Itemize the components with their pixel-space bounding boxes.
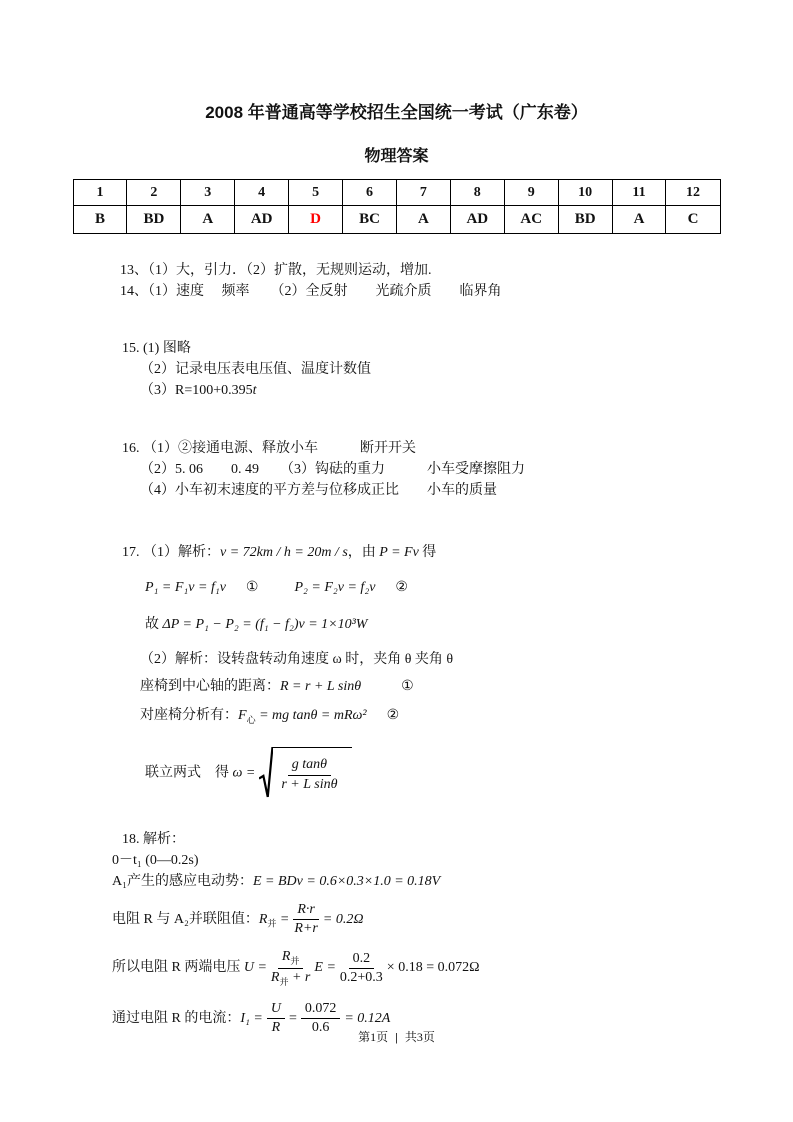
question-number-cell: 5 xyxy=(289,180,343,206)
page-number: 第1页 xyxy=(358,1030,389,1044)
math-expression: P₂ = F₂v = f₂v xyxy=(294,580,376,595)
question-number-cell: 8 xyxy=(450,180,504,206)
math-variable: R xyxy=(258,912,268,928)
answer-table-answer-row xyxy=(73,206,720,234)
answer-letter-cell: BD xyxy=(127,206,181,234)
fraction xyxy=(271,949,310,986)
answer-17-formula-1 xyxy=(145,577,793,598)
answer-letter-cell: A xyxy=(181,206,235,234)
circled-number-1: ① xyxy=(401,679,414,694)
answer-15-line-2: （2）记录电压表电压值、温度计数值 xyxy=(140,362,371,377)
text-segment: 对座椅分析有： xyxy=(140,708,238,723)
answer-letter-cell: BC xyxy=(343,206,397,234)
circled-number-1: ① xyxy=(245,580,259,595)
document-title: 2008 年普通高等学校招生全国统一考试（广东卷） xyxy=(205,103,588,122)
math-variable: R xyxy=(270,969,280,985)
radicand xyxy=(273,747,351,800)
fraction-numerator: 0.072 xyxy=(301,1001,341,1019)
subscript-label: 并 xyxy=(267,918,277,929)
answer-17-line-3 xyxy=(140,676,793,697)
fraction-denominator: R xyxy=(271,1019,281,1035)
answer-letter-cell: C xyxy=(666,206,720,234)
fraction xyxy=(293,902,319,937)
text-segment: 通过电阻 R 的电流： xyxy=(112,1010,241,1026)
answer-letter-cell: AD xyxy=(450,206,504,234)
page-total: 共3页 xyxy=(404,1030,435,1044)
footer-separator: | xyxy=(395,1030,398,1044)
math-expression: P = Fv xyxy=(379,545,419,560)
text-segment: A₁产生的感应电动势： xyxy=(112,874,253,890)
answer-line-14: 14、（1）速度 频率 （2）全反射 光疏介质 临界角 xyxy=(120,284,502,299)
question-number-cell: 12 xyxy=(666,180,720,206)
answer-16-line-2: （2）5. 06 0. 49 （3）钩砝的重力 小车受摩擦阻力 xyxy=(140,462,525,477)
answer-18-line-2: 0－t₁ (0—0.2s) xyxy=(112,853,199,869)
question-number-cell: 10 xyxy=(558,180,612,206)
document-subtitle: 物理答案 xyxy=(364,148,429,165)
subscript-label: 并 xyxy=(290,956,300,967)
answer-17-line-4 xyxy=(140,705,793,731)
math-expression: = mg tanθ = mRω² xyxy=(255,708,367,723)
question-number-cell: 6 xyxy=(343,180,397,206)
math-variable: R xyxy=(281,949,291,965)
math-operator: = xyxy=(276,912,290,928)
subscript-label: 心 xyxy=(246,714,256,725)
answer-table xyxy=(73,179,721,234)
answer-18-line-3 xyxy=(112,871,793,892)
text-segment: 座椅到中心轴的距离： xyxy=(140,679,280,694)
text-segment: 17. （1）解析： xyxy=(122,545,220,560)
text-segment: 得 xyxy=(418,545,437,560)
question-number-cell: 11 xyxy=(612,180,666,206)
text-segment: 电阻 R 与 A₂并联阻值： xyxy=(112,912,259,928)
circled-number-2: ② xyxy=(395,580,408,595)
question-number-cell: 7 xyxy=(396,180,450,206)
fraction xyxy=(340,951,383,986)
answer-15-line-3 xyxy=(140,380,793,401)
math-expression: ΔP = P₁ − P₂ = (f₁ − f₂)v = 1×10³W xyxy=(162,617,368,632)
fraction-denominator: r + L sinθ xyxy=(281,776,338,792)
answer-letter-cell: A xyxy=(612,206,666,234)
radical-sign-icon xyxy=(259,747,273,800)
math-expression: v = 72km / h = 20m / s xyxy=(220,545,348,560)
text-segment: 所以电阻 R 两端电压 xyxy=(112,960,244,976)
math-expression: U = xyxy=(243,960,267,976)
question-number-cell: 3 xyxy=(181,180,235,206)
answer-17-formula-3 xyxy=(145,747,793,800)
answer-18-line-4 xyxy=(112,902,793,937)
math-expression: E = xyxy=(314,960,336,976)
fraction-numerator xyxy=(278,949,304,968)
math-expression: P₁ = F₁v = f₁v xyxy=(145,580,226,595)
fraction-denominator: R+r xyxy=(294,921,318,937)
answer-letter-cell: BD xyxy=(558,206,612,234)
question-number-cell: 2 xyxy=(127,180,181,206)
answer-17-line-2: （2）解析：设转盘转动角速度 ω 时，夹角 θ 夹角 θ xyxy=(140,652,454,667)
answer-letter-cell: B xyxy=(73,206,127,234)
fraction-denominator: 0.2+0.3 xyxy=(339,969,383,985)
page-footer xyxy=(0,1028,793,1045)
math-expression: ω = xyxy=(232,765,256,781)
answer-17-line-1 xyxy=(122,542,793,563)
fraction-numerator: R·r xyxy=(293,902,319,920)
answer-18-line-1: 18. 解析： xyxy=(122,832,185,848)
text-segment: 故 xyxy=(145,617,163,632)
text-segment: ，由 xyxy=(347,545,380,560)
answer-15-line-1: 15. (1) 图略 xyxy=(122,341,191,356)
text-segment: 联立两式 得 xyxy=(145,765,233,781)
answer-letter-cell-highlighted: D xyxy=(289,206,343,234)
answer-16-line-1: 16. （1）②接通电源、释放小车 断开开关 xyxy=(122,441,416,456)
answer-letter-cell: AD xyxy=(235,206,289,234)
fraction-numerator: U xyxy=(267,1001,285,1019)
answer-17-formula-2 xyxy=(145,614,793,635)
question-number-cell: 9 xyxy=(504,180,558,206)
fraction-denominator xyxy=(271,969,310,987)
fraction-denominator: 0.6 xyxy=(311,1019,330,1035)
math-expression: R = r + L sinθ xyxy=(280,679,362,694)
fraction xyxy=(281,757,337,792)
question-number-cell: 1 xyxy=(73,180,127,206)
text-segment: （3）R=100+0.395 xyxy=(140,383,253,398)
answer-line-13: 13、（1）大，引力．（2）扩散，无规则运动，增加. xyxy=(120,263,432,278)
math-expression: × 0.18 = 0.072Ω xyxy=(386,960,480,976)
math-expression: I₁ = xyxy=(240,1010,263,1026)
circled-number-2: ② xyxy=(386,708,400,723)
answer-letter-cell: AC xyxy=(504,206,558,234)
math-expression: = 0.12A xyxy=(344,1010,391,1026)
math-expression: + r xyxy=(288,969,311,985)
answer-letter-cell: A xyxy=(396,206,450,234)
math-variable: F xyxy=(238,708,247,723)
answer-table-number-row xyxy=(73,180,720,206)
math-expression: E = BDv = 0.6×0.3×1.0 = 0.18V xyxy=(253,874,441,890)
answer-16-line-3: （4）小车初末速度的平方差与位移成正比 小车的质量 xyxy=(140,483,497,498)
subscript-label: 并 xyxy=(279,976,289,987)
answer-18-line-5 xyxy=(112,949,793,986)
math-expression: = 0.2Ω xyxy=(322,912,364,928)
question-number-cell: 4 xyxy=(235,180,289,206)
math-variable: t xyxy=(252,383,257,398)
fraction-numerator: 0.2 xyxy=(349,951,375,969)
square-root-expression xyxy=(259,747,351,800)
math-operator: = xyxy=(288,1010,297,1026)
fraction-numerator: g tanθ xyxy=(288,757,331,775)
